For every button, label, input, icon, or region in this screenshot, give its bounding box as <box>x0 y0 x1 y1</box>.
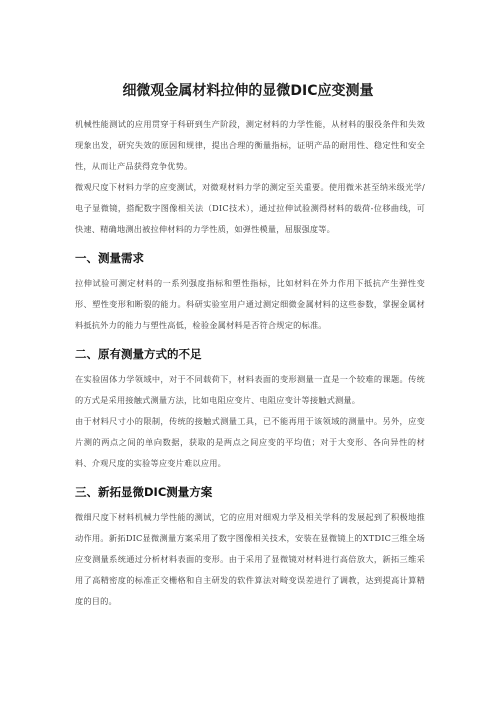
section-heading-2: 二、原有测量方式的不足 <box>75 347 202 361</box>
intro-paragraph-1: 机械性能测试的应用贯穿于科研到生产阶段，测定材料的力学性能，从材料的服役条件和失效现象出发，研究失效的原因和规律，提出合理的衡量指标，证明产品的耐用性、稳定性和安全性，从而让产品获得竞争优势。 <box>75 119 425 171</box>
document-title: 细微观金属材料拉伸的显微DIC应变测量 <box>122 83 374 99</box>
section-heading-1: 一、测量需求 <box>75 251 144 265</box>
section-2-paragraph-2: 由于材料尺寸小的限制，传统的接触式测量工具，已不能再用于该领域的测量中。另外，应变片测的两点之间的单向数据，获取的是两点之间应变的平均值；对于大变形、各向异性的材料、介观尺度的实验等应变片难以应用。 <box>75 416 425 468</box>
section-2-paragraph-1: 在实验固体力学领域中，对于不同载荷下，材料表面的变形测量一直是一个较难的课题。传统的方式是采用接触式测量方法，比如电阻应变片、电阻应变计等接触式测量。 <box>75 374 425 405</box>
section-1-paragraph-1: 拉伸试验可测定材料的一系列强度指标和塑性指标，比如材料在外力作用下抵抗产生弹性变形、塑性变形和断裂的能力。科研实验室用户通过测定细微金属材料的这些参数，掌握金属材料抵抗外力的能力与塑性高低，检验金属材料是否符合规定的标准。 <box>75 278 425 330</box>
section-heading-3: 三、新拓显微DIC测量方案 <box>75 485 213 499</box>
section-3-paragraph-1: 微细尺度下材料机械力学性能的测试，它的应用对细观力学及相关学科的发展起到了积极地推动作用。新拓DIC显微测量方案采用了数字图像相关技术，安装在显微镜上的XTDIC三维全场应变测量系统通过分析材料表面的变形。由于采用了显微镜对材料进行高倍放大，新拓三维采用了高精密度的标准正交栅格和自主研发的软件算法对畸变误差进行了调教，达到提高计算精度的目的。 <box>75 512 425 606</box>
intro-paragraph-2: 微观尺度下材料力学的应变测试，对微观材料力学的测定至关重要。使用微米甚至纳米级光学/电子显微镜，搭配数字图像相关法（DIC技术），通过拉伸试验测得材料的载荷-位移曲线，可快速、精确地测出被拉伸材料的力学性质，如弹性模量，屈服强度等。 <box>75 182 425 234</box>
document-body <box>75 114 425 612</box>
